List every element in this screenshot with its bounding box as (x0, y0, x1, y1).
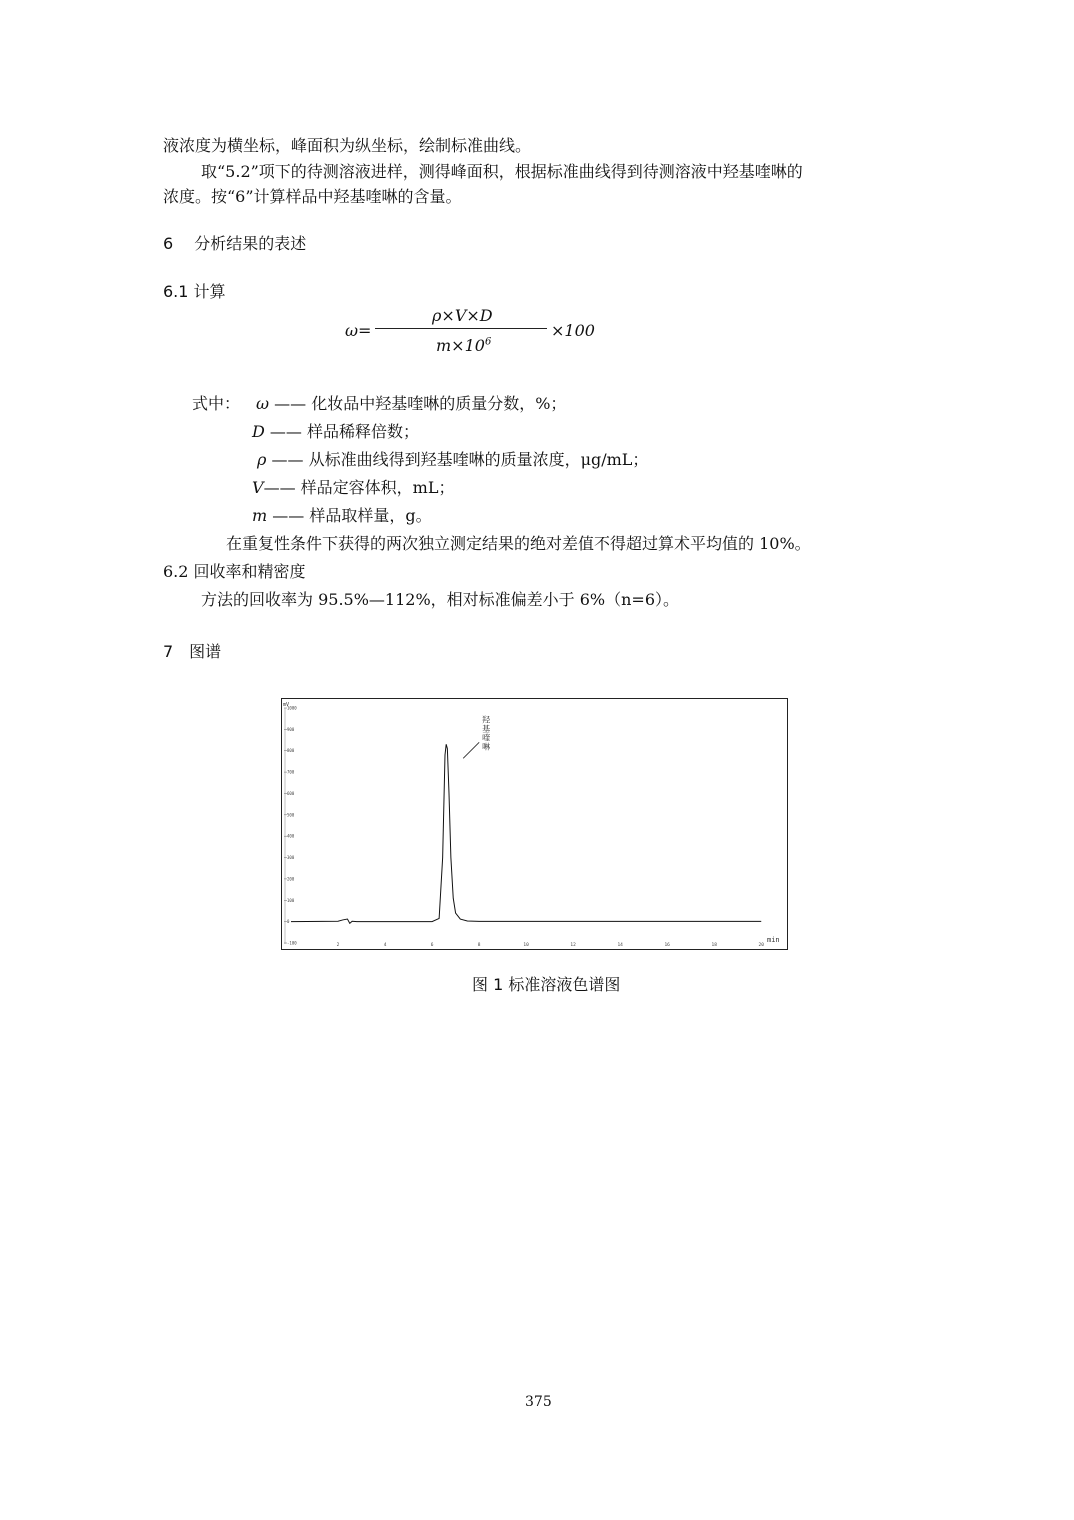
peak-label-char: 喹 (482, 733, 491, 743)
y-tick-label: 1000 (287, 705, 297, 711)
where-desc: —— 从标准曲线得到羟基喹啉的质量浓度，μg/mL； (271, 450, 649, 469)
where-desc: —— 化妆品中羟基喹啉的质量分数，%； (274, 394, 567, 413)
symbol-rho: ρ (257, 450, 267, 469)
where-lead: 式中： (192, 394, 241, 413)
x-tick-label: 12 (570, 943, 576, 948)
peak-label (482, 714, 491, 751)
y-tick-label: 700 (287, 769, 295, 775)
paragraph-2-line-1: 取“5.2”项下的待测溶液进样，测得峰面积，根据标准曲线得到待测溶液中羟基喹啉的 (201, 162, 803, 181)
chart-frame (282, 699, 788, 950)
x-tick-label: 16 (664, 943, 670, 948)
y-tick-label: 300 (287, 855, 295, 861)
x-tick-label: 14 (617, 943, 623, 948)
recovery-paragraph: 方法的回收率为 95.5%—112%，相对标准偏差小于 6%（n=6）。 (201, 590, 680, 609)
heading-section-6: 6 分析结果的表述 (163, 234, 307, 253)
where-item (257, 447, 648, 470)
where-desc: —— 样品取样量，g。 (272, 506, 432, 525)
symbol-omega: ω (256, 394, 270, 413)
where-item (256, 391, 566, 414)
formula-rhs: ×100 (551, 321, 595, 340)
x-tick-label: 18 (711, 943, 717, 948)
x-tick-label: 8 (477, 943, 481, 948)
y-tick-label: 600 (287, 790, 295, 796)
page-number: 375 (525, 1394, 552, 1410)
x-tick-label: 10 (523, 943, 529, 948)
denominator-base: m×10 (436, 336, 485, 355)
y-axis-label: mV (283, 702, 290, 708)
where-item (252, 475, 454, 498)
where-item (252, 419, 419, 442)
peak-label-char: 羟 (482, 715, 491, 725)
y-tick-label: 0 (287, 919, 290, 925)
y-tick-label: 100 (287, 897, 295, 903)
fraction-bar (375, 328, 547, 329)
formula-denominator (436, 336, 491, 355)
y-tick-label: -100 (287, 940, 297, 946)
heading-section-6-1: 6.1 计算 (163, 282, 226, 301)
y-tick-label: 500 (287, 812, 295, 818)
x-tick-label: 6 (430, 943, 434, 948)
chromatogram-chart (281, 698, 788, 950)
peak-label-char: 基 (482, 724, 491, 734)
where-desc: —— 样品定容体积，mL； (263, 478, 455, 497)
symbol-d: D (252, 422, 265, 441)
paragraph-2-line-2: 浓度。按“6”计算样品中羟基喹啉的含量。 (163, 187, 462, 206)
x-axis-label: min (767, 936, 780, 944)
x-tick-label: 2 (336, 943, 340, 948)
y-tick-label: 400 (287, 833, 295, 839)
figure-caption: 图 1 标准溶液色谱图 (472, 975, 621, 994)
x-tick-label: 4 (383, 943, 387, 948)
x-tick-label: 20 (758, 943, 764, 948)
y-tick-label: 200 (287, 876, 295, 882)
paragraph-1: 液浓度为横坐标，峰面积为纵坐标，绘制标准曲线。 (163, 136, 532, 155)
symbol-m: m (252, 506, 268, 525)
heading-section-6-2: 6.2 回收率和精密度 (163, 562, 306, 581)
symbol-v: V (252, 478, 264, 497)
where-item (252, 503, 432, 526)
repeatability-note: 在重复性条件下获得的两次独立测定结果的绝对差值不得超过算术平均值的 10%。 (226, 534, 811, 553)
formula-numerator: ρ×V×D (432, 306, 493, 325)
heading-section-7: 7 图谱 (163, 642, 222, 661)
peak-label-char: 啉 (482, 742, 491, 752)
where-desc: —— 样品稀释倍数； (269, 422, 420, 441)
y-tick-label: 900 (287, 726, 295, 732)
formula-lhs: ω= (345, 321, 372, 340)
y-tick-label: 800 (287, 748, 295, 754)
denominator-exponent: 6 (484, 336, 492, 348)
